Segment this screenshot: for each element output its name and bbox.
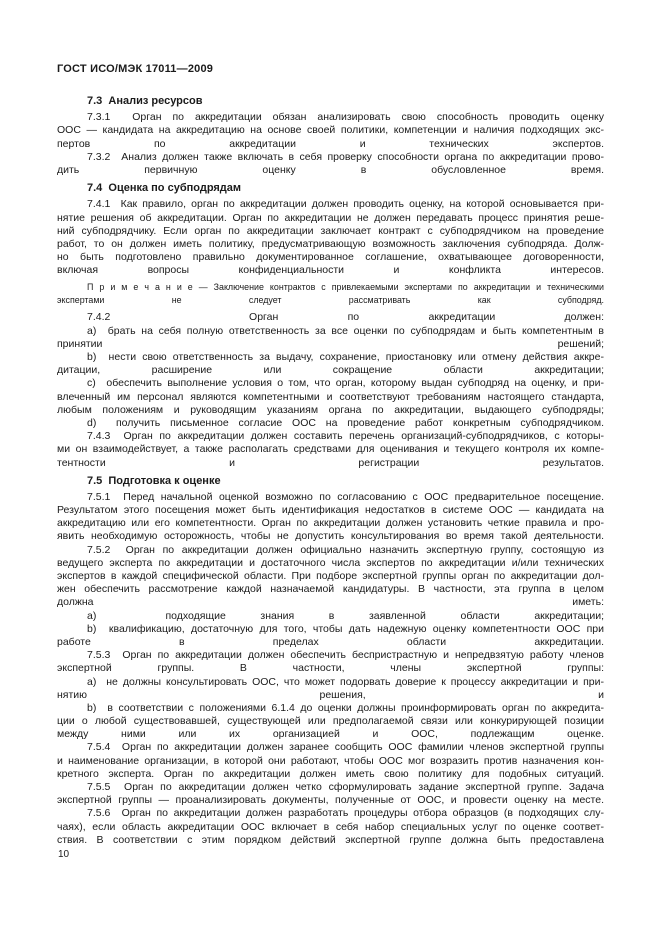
paragraph	[57, 311, 604, 324]
text-line: 7.5.6 Орган по аккредитации должен разработать процедуры отбора образцов (в подходящих слу-	[87, 807, 604, 820]
text-line: d) получить письменное согласие ООС на проведение работ конкретным субподрядчиком.	[87, 416, 604, 429]
text-line: 7.4.3 Орган по аккредитации должен составить перечень организаций-субподрядчиков, с которы-	[87, 430, 604, 443]
text-line: нятие решения об аккредитации. Орган по аккредитации не должен передавать процесс принятия реше-	[57, 211, 604, 224]
text-line: работ, то он должен иметь политику, предусматривающую возможность заключения субподряда. Долж-	[57, 237, 604, 250]
text-line: дить первичную оценку в обусловленное время.	[57, 163, 604, 176]
paragraph	[57, 377, 604, 417]
paragraph	[57, 325, 604, 351]
paragraph	[57, 610, 604, 623]
paragraph	[57, 430, 604, 470]
text-line: a) брать на себя полную ответственность за все оценки по субподрядам и быть компетентным в	[87, 324, 604, 337]
section-heading: 7.4 Оценка по субподрядам	[87, 182, 242, 195]
paragraph	[57, 702, 604, 742]
text-line: 7.4.1 Как правило, орган по аккредитации должен проводить оценку, на которой основывается при-	[87, 198, 604, 211]
paragraph	[57, 151, 604, 177]
paragraph	[57, 351, 604, 377]
text-line: ми он взаимодействует, а также располагать средствами для оценивания и текущего контроля их компе-	[57, 443, 604, 456]
paragraph	[57, 417, 604, 430]
note-paragraph	[57, 281, 604, 307]
text-line: должна иметь:	[57, 596, 604, 609]
paragraph	[57, 649, 604, 675]
text-line: чаях), если область аккредитации ООС включает в себя набор специальных услуг по оценке соответ-	[57, 820, 604, 833]
text-line: 7.3.2 Анализ должен также включать в себя проверку способности органа по аккредитации прово-	[87, 150, 604, 163]
text-line: ствия. В соответствии с этим порядком действий экспертной группе должна быть предоставлена	[57, 833, 604, 846]
text-line: экспертами не следует рассматривать как субподряд.	[57, 295, 604, 306]
text-line: жен обеспечить рассмотрение каждой назначаемой кандидатуры. В частности, эта группа в целом	[57, 583, 604, 596]
text-line: включая вопросы конфиденциальности и конфликта интересов.	[57, 264, 604, 277]
paragraph	[57, 544, 604, 610]
text-line: тентности и регистрации результатов.	[57, 456, 604, 469]
page-number: 10	[58, 849, 70, 860]
paragraph	[57, 807, 604, 847]
text-line: принятии решений;	[57, 337, 604, 350]
paragraph	[57, 491, 604, 544]
text-line: 7.5.3 Орган по аккредитации должен обеспечить беспристрастную и непредвзятую работу членов	[87, 649, 604, 662]
text-line: 7.5.2 Орган по аккредитации должен официально назначить экспертную группу, состоящую из	[87, 543, 604, 556]
section-heading: 7.5 Подготовка к оценке	[87, 474, 221, 487]
text-line: аккредитацию или его компетентности. Орган по аккредитации должен установить четкие правила и про-	[57, 517, 604, 530]
paragraph	[57, 623, 604, 649]
text-line: 7.4.2 Орган по аккредитации должен:	[87, 311, 604, 324]
text-line: и наименование организации, в которой они работают, чтобы ООС мог возразить против назначения кон-	[57, 754, 604, 767]
paragraph	[57, 198, 604, 277]
text-line: 7.5.4 Орган по аккредитации должен заранее сообщить ООС фамилии членов экспертной группы	[87, 741, 604, 754]
text-line: экспертной группы — проанализировать документы, полученные от ООС, и провести оценку на месте.	[57, 794, 604, 807]
text-line: b) квалификацию, достаточную для того, чтобы дать надежную оценку компетентности ООС при	[87, 622, 604, 635]
text-line: Результатом этого посещения может быть идентификация недостатков в системе ООС — кандидата на	[57, 504, 604, 517]
paragraph	[57, 676, 604, 702]
text-line: нятию решения, и	[57, 688, 604, 701]
text-line: 7.5.1 Перед начальной оценкой возможно по согласованию с ООС предварительное посещение.	[87, 490, 604, 503]
text-line: экспертной группы. В частности, члены экспертной группы:	[57, 662, 604, 675]
text-line: но быть подготовлено правильно документированное соглашение, охватывающее договоренности,	[57, 251, 604, 264]
text-line: b) в соответствии с положениями 6.1.4 до оценки должны проинформировать орган по аккредита-	[87, 701, 604, 714]
text-line: ведущего эксперта по аккредитации и достаточного числа экспертов по аккредитации и/или технических	[57, 556, 604, 569]
text-line: П р и м е ч а н и е — Заключение контрактов с привлекаемыми экспертами по аккредитации и техническими	[87, 282, 604, 293]
text-line: явить необходимую осторожность, чтобы не допустить консультирования во время такой деятельности.	[57, 530, 604, 543]
paragraph	[57, 741, 604, 781]
section-heading: 7.3 Анализ ресурсов	[87, 95, 203, 107]
text-line: влеченный им персонал являются компетентными и соответствуют требованиям настоящего стандарта,	[57, 390, 604, 403]
paragraph	[57, 111, 604, 151]
text-line: любым положениям и руководящим указаниям органа по аккредитации, выдающего субподряды;	[57, 403, 604, 416]
text-line: ООС — кандидата на аккредитацию на основе своей политики, компетенции и наличия подходящих экс-	[57, 124, 604, 137]
text-line: экспертов в каждой специфической области. При подборе экспертной группы орган по аккредитации дол-	[57, 570, 604, 583]
document-header: ГОСТ ИСО/МЭК 17011—2009	[57, 63, 214, 75]
document-content	[57, 90, 604, 847]
paragraph	[57, 781, 604, 807]
text-line: дитации, расширение или сокращение области аккредитации;	[57, 364, 604, 377]
text-line: ний субподрядчику. Если орган по аккредитации заключает контракт с субподрядчиком на проведение	[57, 224, 604, 237]
text-line: ции о любой существовавшей, существующей или предполагаемой связи или конкурирующей позиции	[57, 715, 604, 728]
text-line: c) обеспечить выполнение условия о том, что орган, которому выдан субподряд на оценку, и при-	[87, 377, 604, 390]
text-line: a) не должны консультировать ООС, что может подорвать доверие к процессу аккредитации и при-	[87, 675, 604, 688]
text-line: a) подходящие знания в заявленной области аккредитации;	[87, 609, 604, 622]
text-line: между ними или их организацией и ООС, подлежащим оценке.	[57, 728, 604, 741]
text-line: b) нести свою ответственность за выдачу, сохранение, приостановку или отмену действия аккре-	[87, 351, 604, 364]
text-line: работе в пределах области аккредитации.	[57, 635, 604, 648]
text-line: 7.5.5 Орган по аккредитации должен четко сформулировать задание экспертной группе. Задача	[87, 781, 604, 794]
text-line: 7.3.1 Орган по аккредитации обязан анализировать свою способность проводить оценку	[87, 111, 604, 124]
text-line: пертов по аккредитации и технических экспертов.	[57, 137, 604, 150]
text-line: кретного эксперта. Орган по аккредитации должен иметь свою политику для подобных ситуаций.	[57, 767, 604, 780]
